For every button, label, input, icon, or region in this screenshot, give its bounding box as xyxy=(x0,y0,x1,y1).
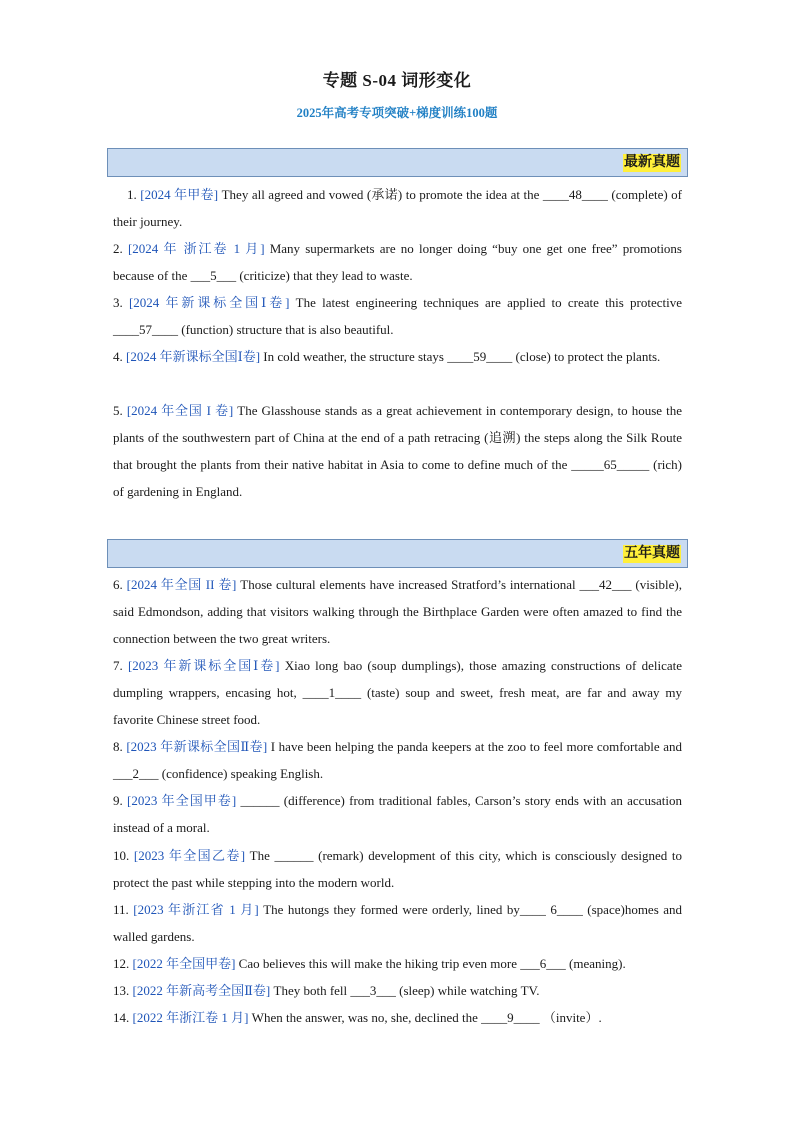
question-number: 6. xyxy=(113,577,123,592)
question-text: ______ (difference) from traditional fables, Carson’s story ends with an accusation instead of a moral. xyxy=(113,793,683,835)
question-source: [2022 年新高考全国Ⅱ卷] xyxy=(132,983,271,998)
question-text: Those cultural elements have increased Stratford’s international ___42___ (visible), said Edmondson, adding that visitors walking through the Birthplace Garden were often amazed to find the connection between the two great writers. xyxy=(113,577,683,646)
question-item xyxy=(113,896,682,950)
question-number: 13. xyxy=(113,983,130,998)
question-item xyxy=(113,235,682,289)
document-title: 专题 S-04 词形变化 xyxy=(322,71,472,90)
question-text: The ______ (remark) development of this city, which is consciously designed to protect the past while stepping into the modern world. xyxy=(113,848,682,890)
question-number: 11. xyxy=(113,902,129,917)
question-number: 9. xyxy=(113,793,123,808)
question-source: [2022 年浙江卷 1 月] xyxy=(132,1010,249,1025)
question-item xyxy=(113,571,682,652)
question-text: Xiao long bao (soup dumplings), those amazing constructions of delicate dumpling wrappers, encasing hot, ____1____ (taste) soup and sweet, fresh meat, are far and away my favorite Chinese street food. xyxy=(113,658,683,727)
question-item xyxy=(113,181,682,235)
question-source: [2023 年新课标全国Ⅱ卷] xyxy=(126,739,268,754)
question-text: Cao believes this will make the hiking trip even more ___6___ (meaning). xyxy=(235,956,626,971)
question-source: [2024 年全国 I 卷] xyxy=(126,403,234,418)
question-item xyxy=(113,977,682,1004)
question-source: [2024 年全国 II 卷] xyxy=(126,577,237,592)
question-text: The hutongs they formed were orderly, lined by____ 6____ (space)homes and walled gardens. xyxy=(113,902,682,944)
question-text: In cold weather, the structure stays ____59____ (close) to protect the plants. xyxy=(260,349,661,364)
question-text: I have been helping the panda keepers at the zoo to feel more comfortable and ___2___ (confidence) speaking English. xyxy=(113,739,682,781)
question-item xyxy=(113,289,682,343)
question-source: [2023 年新课标全国Ⅰ卷] xyxy=(127,658,280,673)
document-subtitle: 2025年高考专项突破+梯度训练100题 xyxy=(296,106,498,120)
question-number: 7. xyxy=(113,658,123,673)
question-item xyxy=(113,787,682,841)
question-item xyxy=(113,343,682,370)
question-item xyxy=(113,950,682,977)
question-number: 14. xyxy=(113,1010,130,1025)
question-text: They all agreed and vowed (承诺) to promote the idea at the ____48____ (complete) of their journey. xyxy=(113,187,682,229)
question-text: They both fell ___3___ (sleep) while watching TV. xyxy=(270,983,540,998)
question-source: [2024 年新课标全国Ⅰ卷] xyxy=(128,295,290,310)
section-label: 最新真题 xyxy=(624,155,680,170)
question-source: [2023 年全国乙卷] xyxy=(133,848,246,863)
question-source: [2023 年全国甲卷] xyxy=(127,793,237,808)
question-item xyxy=(113,842,682,896)
question-source: [2024 年 浙江卷 1 月] xyxy=(127,241,265,256)
question-number: 5. xyxy=(113,403,123,418)
question-text: When the answer, was no, she, declined the ____9____ （invite）. xyxy=(248,1010,602,1025)
question-item xyxy=(113,397,682,505)
question-source: [2022 年全国甲卷] xyxy=(132,956,236,971)
question-source: [2024 年新课标全国Ⅰ卷] xyxy=(126,349,261,364)
question-number: 10. xyxy=(113,848,130,863)
question-source: [2024 年甲卷] xyxy=(140,187,219,202)
question-number: 12. xyxy=(113,956,130,971)
question-number: 3. xyxy=(113,295,123,310)
section-header-latest xyxy=(107,148,688,177)
section-label: 五年真题 xyxy=(624,546,680,561)
question-item xyxy=(113,1004,682,1031)
question-source: [2023 年浙江省 1 月] xyxy=(133,902,259,917)
question-number: 4. xyxy=(113,349,123,364)
question-item xyxy=(113,652,682,733)
question-item xyxy=(113,733,682,787)
question-text: Many supermarkets are no longer doing “buy one get one free” promotions because of the ___5___ (criticize) that they lead to waste. xyxy=(113,241,682,283)
section-header-five-year xyxy=(107,539,688,568)
question-number: 8. xyxy=(113,739,123,754)
question-text: The Glasshouse stands as a great achievement in contemporary design, to house the plants of the southwestern part of China at the end of a path retracing (追溯) the steps along the Silk Route that brought the plants from their native habitat in Asia to come to define much of the _____65_____ (rich) of gardening in England. xyxy=(113,403,682,499)
question-text: The latest engineering techniques are applied to create this protective ____57____ (function) structure that is also beautiful. xyxy=(113,295,683,337)
question-number: 2. xyxy=(113,241,123,256)
question-number: 1. xyxy=(127,187,137,202)
